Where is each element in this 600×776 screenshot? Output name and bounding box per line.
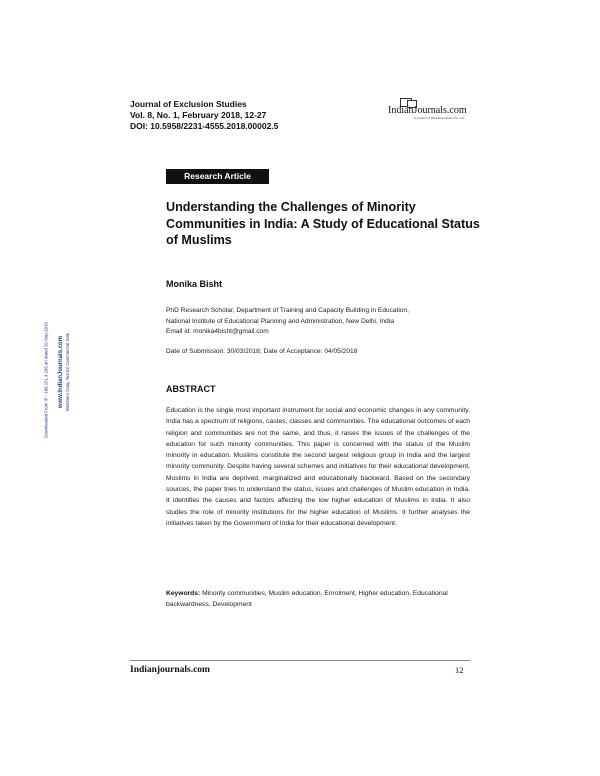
- side-download: Downloaded From IP - 180.151.4.165 on dated 15-Sep-2018: [43, 322, 49, 438]
- article-type-badge: Research Article: [166, 169, 269, 184]
- journal-header: [130, 99, 278, 132]
- journal-doi: DOI: 10.5958/2231-4555.2018.00002.5: [130, 121, 279, 131]
- journal-volume: Vol. 8, No. 1, February 2018, 12-27: [130, 110, 267, 120]
- keywords: [166, 588, 470, 611]
- article-title: Understanding the Challenges of Minority Communities in India: A Study of Educational Status of Muslims: [166, 200, 480, 247]
- side-site: www.IndianJournals.com: [58, 335, 64, 409]
- logo-tagline: A product of Diva Enterprises Pvt. Ltd.: [414, 116, 465, 120]
- footer-divider: [130, 660, 470, 661]
- keywords-text: Minority communities, Muslim education, Enrolment, Higher education, Educational backwardness, Development: [166, 590, 448, 609]
- affiliation-line-1: PhD Research Scholar, Department of Training and Capacity Building in Education,: [166, 307, 410, 314]
- journal-name: Journal of Exclusion Studies: [130, 99, 247, 109]
- page-number: 12: [455, 665, 464, 675]
- abstract-heading: ABSTRACT: [166, 384, 216, 394]
- footer-site: Indianjournals.com: [130, 665, 210, 675]
- logo-text: IndianJournals.com: [388, 105, 467, 116]
- author-name: Monika Bisht: [166, 279, 223, 289]
- submission-dates: Date of Submission: 30/03/2018; Date of Acceptance: 04/05/2018: [166, 348, 358, 355]
- indianjournals-logo: [388, 98, 478, 120]
- author-affiliation: [166, 306, 486, 338]
- author-email: Email id: monika4bisht@gmail.com: [166, 328, 269, 335]
- side-notice: Members Copy, Not for Commercial Sale: [65, 332, 70, 412]
- keywords-label: Keywords:: [166, 590, 201, 597]
- abstract-text: Education is the single most important instrument for social and economic changes in any community. India has a spectrum of religions, castes, classes and communities. The educational outcomes of each religion and communities are not the same, and thus, it raises the issues of the challenges of the education for such minority communities. This paper is concerned with the status of the Muslim minority in education. Muslims constitute the second largest religious group in India and the largest minority community. Despite having several schemes and initiatives for their educational development, Muslims in India are deprived, marginalized and educationally backward. Based on the secondary sources, the paper tries to understand the status, issues and challenges of Muslim education in India. It identifies the causes and factors affecting the low higher education of Muslims in India. It also studies the role of minority institutions for the higher education of Muslims. It further analyses the initiatives taken by the Government of India for their educational development.: [166, 407, 470, 527]
- affiliation-line-2: National Institute of Educational Planning and Administration, New Delhi, India: [166, 317, 394, 325]
